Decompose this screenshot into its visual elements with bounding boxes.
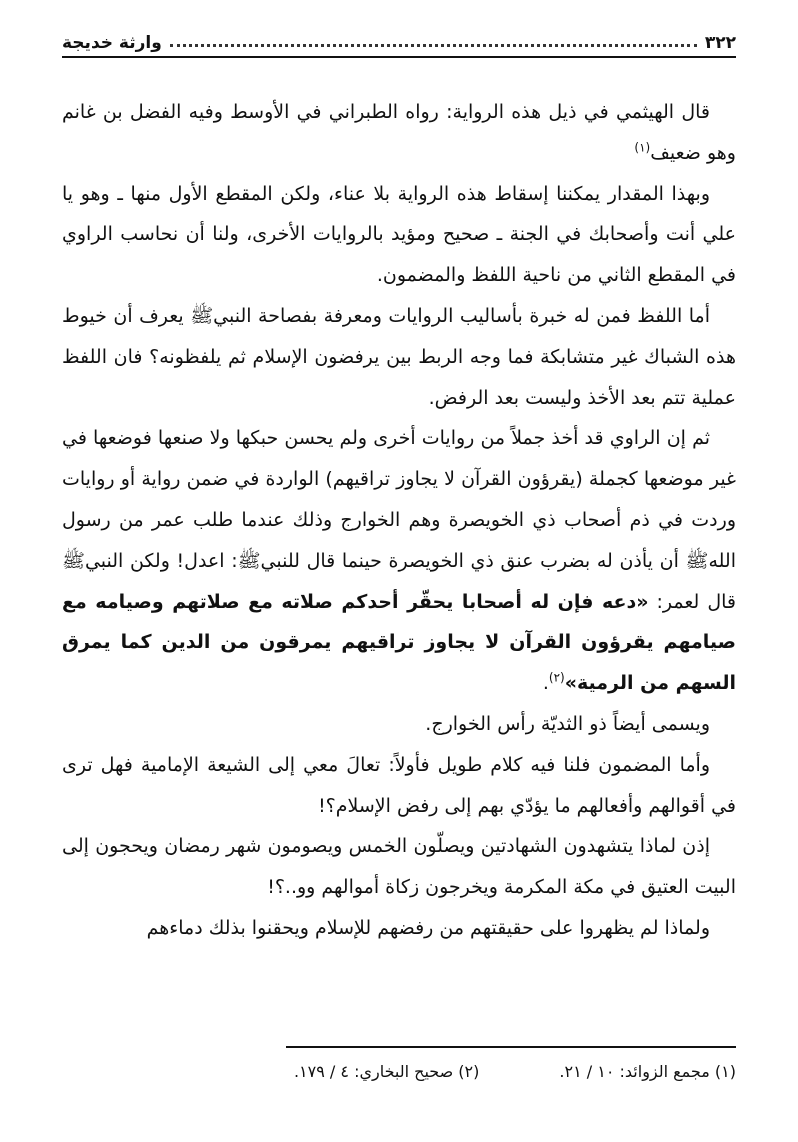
paragraph-8: ولماذا لم يظهروا على حقيقتهم من رفضهم للإسلام ويحقنوا بذلك دماءهم <box>146 916 710 939</box>
footnote-1: (١) مجمع الزوائد: ١٠ / ٢١. <box>559 1062 736 1081</box>
page-number: ٣٢٢ <box>704 33 736 53</box>
paragraph-5: ويسمى أيضاً ذو الثديّة رأس الخوارج. <box>425 712 710 735</box>
hadith-quote: «دعه فإن له أصحابا يحقّر أحدكم صلاته مع صلاتهم وصيامه مع صيامهم يقرؤون القرآن لا يجاوز تراقيهم يمرقون من الدين كما يمرق السهم من الرمية» <box>62 590 736 695</box>
paragraph-2: وبهذا المقدار يمكننا إسقاط هذه الرواية بلا عناء، ولكن المقطع الأول منها ـ وهو يا علي أنت وأصحابك في الجنة ـ صحيح ومؤيد بالروايات الأخرى، ولنا أن نحاسب الراوي في المقطع الثاني من ناحية اللفظ والمضمون. <box>62 182 736 287</box>
footnote-2: (٢) صحيح البخاري: ٤ / ١٧٩. <box>293 1062 480 1081</box>
footnote-ref-2[interactable]: (٢) <box>548 670 565 685</box>
paragraph-3: أما اللفظ فمن له خبرة بأساليب الروايات ومعرفة بفصاحة النبيﷺ يعرف أن خيوط هذه الشباك غير متشابكة فما وجه الربط بين يرفضون الإسلام ثم يلفظونه؟ فان اللفظ عملية تتم بعد الأخذ وليست بعد الرفض. <box>62 304 736 409</box>
running-title: وارثة خديجة <box>62 33 162 53</box>
paragraph-4: ثم إن الراوي قد أخذ جملاً من روايات أخرى ولم يحسن حبكها ولا صنعها فوضعها في غير موضعها كجملة (يقرؤون القرآن لا يجاوز تراقيهم) الواردة في ضمن رواية أو روايات وردت في ذم أصحاب ذي الخويصرة وهم الخوارج وذلك عندما طلب عمر من رسول اللهﷺ أن يأذن له بضرب عنق ذي الخويصرة حينما قال للنبيﷺ: اعدل! ولكن النبيﷺ قال لعمر: «دعه فإن له أصحابا يحقّر أحدكم صلاته مع صلاتهم وصيامه مع صيامهم يقرؤون القرآن لا يجاوز تراقيهم يمرقون من الدين كما يمرق السهم من الرمية»$^{(٢)}$. <box>62 427 736 695</box>
footnote-ref-1[interactable]: (١) <box>634 140 651 155</box>
footnotes <box>62 1062 736 1081</box>
page-header <box>62 30 736 58</box>
body-text <box>62 92 736 949</box>
header-dot-leader <box>170 40 697 47</box>
paragraph-6: وأما المضمون فلنا فيه كلام طويل فأولاً: تعالَ معي إلى الشيعة الإمامية فهل ترى في أقوالهم وأفعالهم ما يؤدّي بهم إلى رفض الإسلام؟! <box>62 753 736 817</box>
paragraph-7: إذن لماذا يتشهدون الشهادتين ويصلّون الخمس ويصومون شهر رمضان ويحجون إلى البيت العتيق في مكة المكرمة ويخرجون زكاة أموالهم وو..؟! <box>62 835 736 899</box>
paragraph-1: قال الهيثمي في ذيل هذه الرواية: رواه الطبراني في الأوسط وفيه الفضل بن غانم وهو ضعيف$^{(١)}$ <box>62 101 736 164</box>
footnote-separator <box>286 1046 736 1048</box>
